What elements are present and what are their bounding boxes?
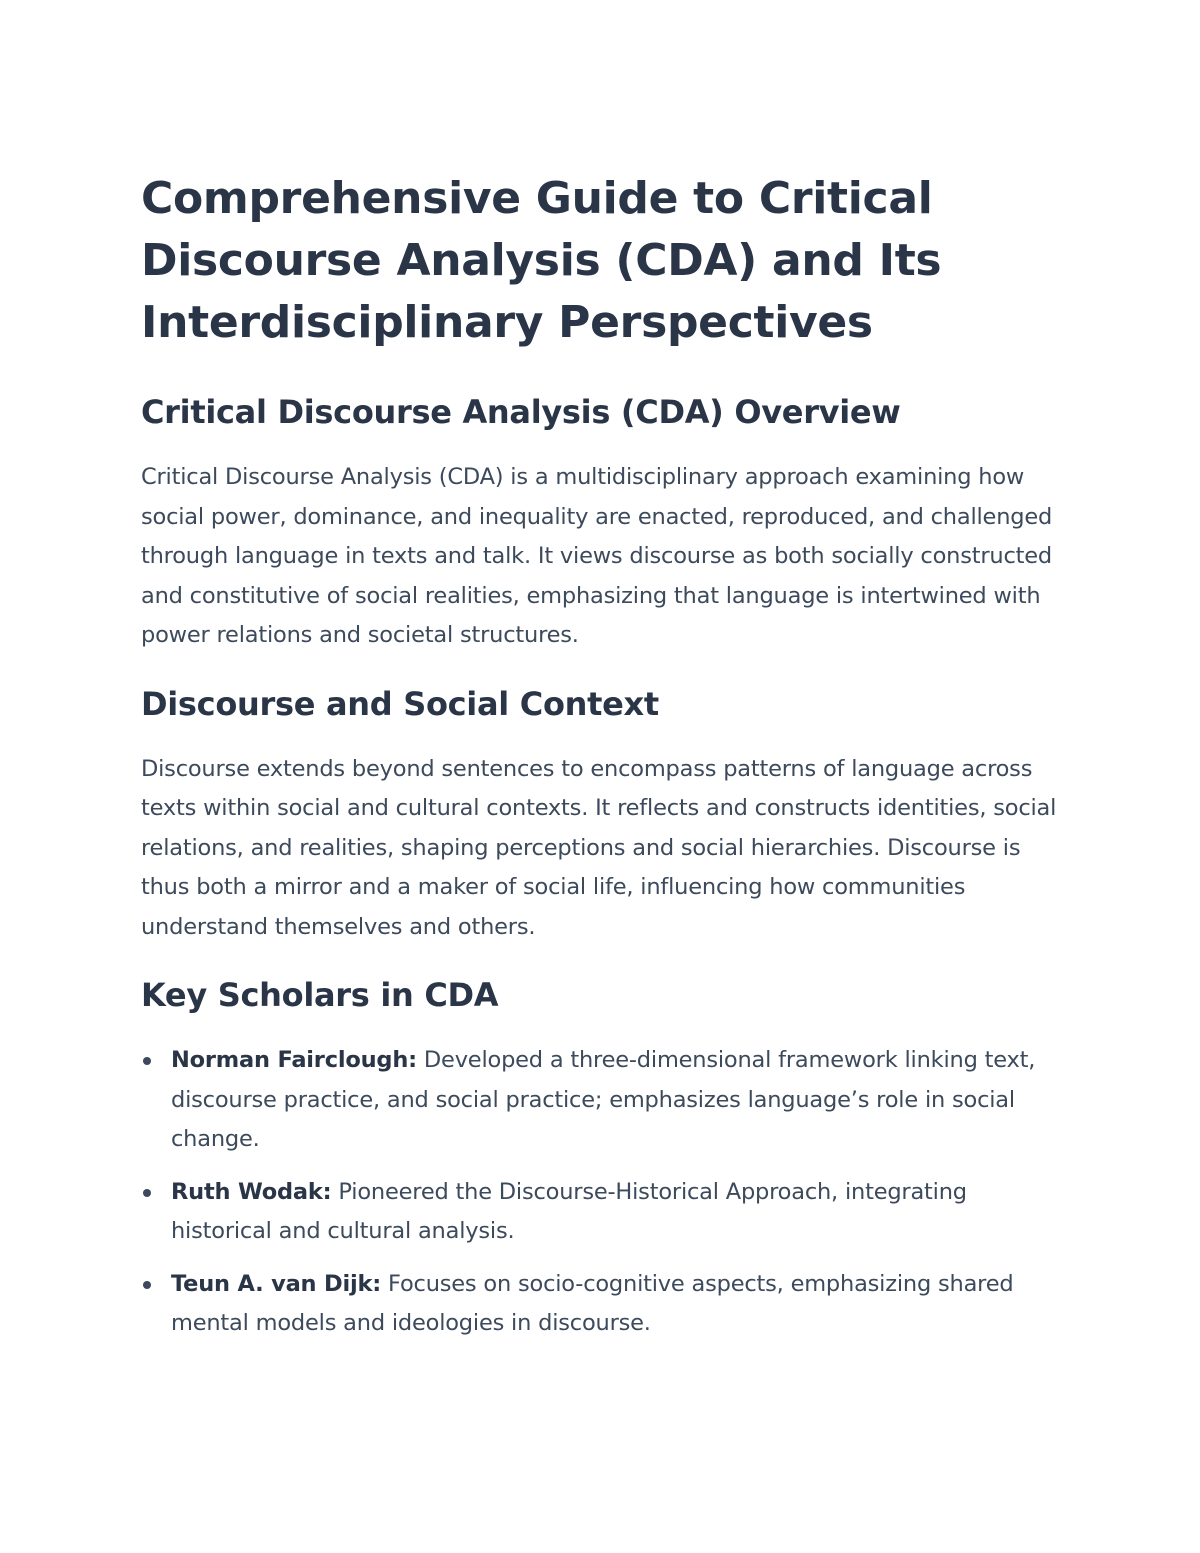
section-heading-social-context: Discourse and Social Context — [141, 684, 659, 723]
bullet-icon — [143, 1189, 151, 1197]
list-item — [141, 1041, 1059, 1160]
bullet-icon — [143, 1057, 151, 1065]
bullet-icon — [143, 1281, 151, 1289]
scholar-name: Ruth Wodak: — [171, 1178, 332, 1205]
list-item — [141, 1265, 1059, 1344]
scholar-description: Focuses on socio-cognitive aspects, emphasizing shared mental models and ideologies in discourse. — [171, 1270, 1014, 1336]
scholar-name: Norman Fairclough: — [171, 1047, 417, 1073]
social-context-paragraph: Discourse extends beyond sentences to encompass patterns of language across texts within social and cultural contexts. It reflects and constructs identities, social relations, and realities, shaping perceptions and social hierarchies. Discourse is thus both a mirror and a maker of social life, influencing how communities understand themselves and others. — [141, 755, 1057, 940]
overview-paragraph: Critical Discourse Analysis (CDA) is a multidisciplinary approach examining how social power, dominance, and inequality are enacted, reproduced, and challenged through language in texts and talk. It views discourse as both socially constructed and constitutive of social realities, emphasizing that language is intertwined with power relations and societal structures. — [141, 464, 1053, 648]
section-heading-key-scholars: Key Scholars in CDA — [141, 976, 499, 1014]
scholars-list — [141, 1041, 1059, 1344]
scholar-name: Teun A. van Dijk: — [171, 1270, 382, 1297]
scholar-description: Pioneered the Discourse-Historical Approach, integrating historical and cultural analysis. — [171, 1178, 967, 1244]
list-item — [141, 1173, 1059, 1252]
document-page — [141, 168, 1059, 1357]
document-title: Comprehensive Guide to Critical Discourse Analysis (CDA) and Its Interdisciplinary Perspectives — [141, 173, 942, 348]
section-heading-overview: Critical Discourse Analysis (CDA) Overview — [141, 393, 901, 431]
scholar-description: Developed a three-dimensional framework linking text, discourse practice, and social practice; emphasizes language’s role in social change. — [171, 1047, 1036, 1152]
